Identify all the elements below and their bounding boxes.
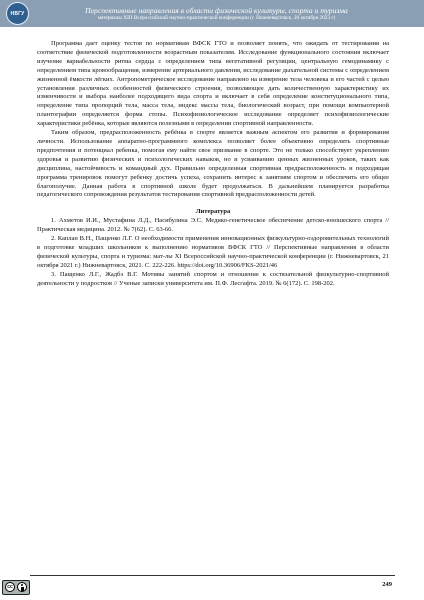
page-number: 249: [382, 581, 392, 588]
cc-by-badge: [2, 580, 30, 595]
reference-item-2[interactable]: 2. Каплан В.Н., Пащенко Л.Г. О необходимости применения инновационных физкультурно-оздоровительных технологий в подготовке младших школьников к выполнению нормативов ВФСК ГТО // Перспективные направления в области физической культуры, спорта и туризма: мат-лы XI Всероссийской научно-практической конференции (г. Нижневартовск, 21 октября 2021 г.) Нижневартовск, 2021. С. 222-226. https://doi.org/10.36906/FKS-2021/46: [37, 235, 389, 269]
page-header: [0, 0, 424, 27]
literature-heading: Литература: [195, 208, 231, 216]
license-badge[interactable]: [2, 580, 30, 594]
reference-item-3: 3. Пащенко Л.Г., Жадбэ В.Г. Мотивы занятий спортом и отношение к состязательной физкультурно-спортивной деятельности у подростков // Ученые записки университета им. П.Ф. Лесгафта. 2019. № 6(172). С. 198-202.: [37, 270, 389, 287]
reference-item-1: 1. Ахметов И.И., Мустафина Л.Д., Насибулина Э.С. Медико-генетическое обеспечение детско-юношеского спорта // Практическая медицина. 2012. № 7(62). С. 63-66.: [37, 217, 389, 234]
creative-commons-icon: cc: [5, 582, 15, 592]
header-text: [29, 6, 424, 22]
conference-subtitle: материалы XIII Всероссийской научно-практической конференции (г. Нижневартовск, 20 октября 2023 г): [97, 14, 336, 21]
journal-title: Перспективные направления в области физической культуры, спорта и туризма: [85, 5, 348, 15]
university-logo-icon: НВГУ: [6, 2, 29, 25]
paragraph-1: Программа дает оценку тестов по нормативам ВФСК ГТО и позволяет понять, что ожидать от тестирования на соответствие физической подготовленности возрастным показателям. Исследование функционального состояния включает изучение вариабельности ритма сердца с определением типа вегетативной регуляции, центральную гемодинамику с определением типа кровообращения, измерение артериального давления, исследование дыхательной системы с определением жизненной ёмкости лёгких. Антропометрическое исследование направлено на измерение тела человека и его частей с целью установления различных особенностей физического строения, позволяющее дать количественную характеристику их изменчивости и выбора наиболее подходящего вида спорта и включает в себя определение конституционального типа, определение типа пропорций тела, масса тела, индекс массы тела, биологический возраст, при помощи компьютерной плантографии определяется форма стопы. Психофизиологическое исследование определяет психофизиологические характеристики ребёнка, которые являются полезными в определении спортивной направленности.: [37, 40, 389, 128]
article-body: [37, 40, 389, 288]
footer-divider: [30, 575, 395, 576]
paragraph-2: Таким образом, предрасположенность ребёнка в спорте является важным аспектом его развития и формирования личности. Использование аппаратно-программного комплекса позволяет более объективно определить спортивные предпочтения и потенциал ребенка, помогая ему найти свое призвание в спорте. Это не только способствует укреплению здоровья и развитию физических и психологических навыков, но и усваиванию ценных жизненных уроков, таких как дисциплина, настойчивость и командный дух. Правильно определенная спортивная предрасположенность и подходящая программа тренировок помогут ребенку достичь успеха, сохранить интерес к занятиям спортом и обеспечить его общее благополучие. Данная работа в спортивной школе будет продолжаться. В дальнейшем планируется разработка педагогического сопровождения результатов тестирования спортивной предрасположенности детей.: [37, 129, 389, 199]
attribution-icon: [17, 582, 27, 592]
